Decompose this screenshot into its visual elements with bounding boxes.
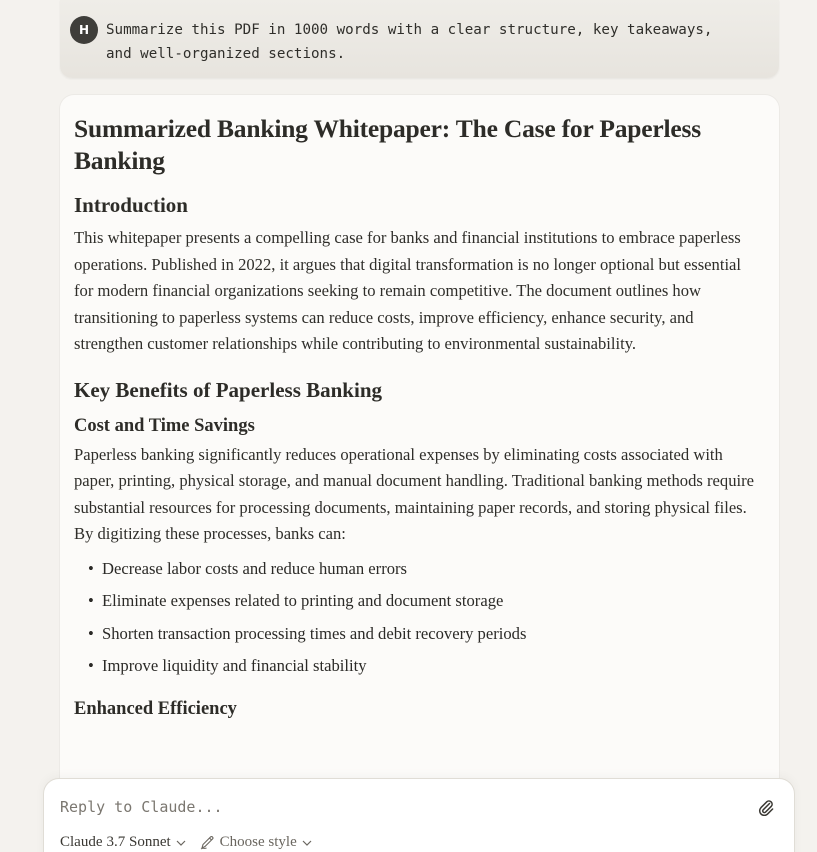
- list-item: • Decrease labor costs and reduce human errors: [88, 558, 764, 580]
- list-item: • Improve liquidity and financial stability: [88, 655, 764, 677]
- model-version: 3.7 Sonnet: [106, 833, 171, 850]
- attach-button[interactable]: [756, 796, 776, 818]
- user-message-text: Summarize this PDF in 1000 words with a clear structure, key takeaways, and well-organized sections.: [106, 22, 713, 62]
- benefits-heading: Key Benefits of Paperless Banking: [74, 377, 382, 402]
- style-selector[interactable]: [200, 834, 312, 851]
- cost-heading: Cost and Time Savings: [74, 415, 255, 436]
- paperclip-icon: [758, 798, 774, 816]
- response-title: Summarized Banking Whitepaper: The Case for Paperless Banking: [74, 114, 701, 175]
- chevron-down-icon: [176, 840, 186, 846]
- cost-bullet-list: [74, 558, 764, 678]
- efficiency-heading: Enhanced Efficiency: [74, 699, 237, 719]
- chevron-down-icon: [302, 840, 312, 846]
- model-selector[interactable]: [60, 834, 186, 851]
- style-label: Choose style: [219, 833, 297, 850]
- intro-paragraph: This whitepaper presents a compelling case for banks and financial institutions to embrace paperless operations. Published in 2022, it argues that digital transformation is no longer optional but essential for modern financial organizations seeking to remain competitive. The document outlines how transitioning to paperless systems can reduce costs, improve efficiency, enhance security, and strengthen customer relationships while contributing to environmental sustainability.: [74, 228, 742, 353]
- list-item: • Eliminate expenses related to printing and document storage: [88, 590, 764, 612]
- composer-toolbar: [60, 831, 312, 852]
- assistant-response: [60, 95, 779, 795]
- pen-icon: [200, 835, 215, 850]
- user-avatar[interactable]: H: [70, 16, 98, 44]
- intro-heading: Introduction: [74, 193, 188, 217]
- user-message: [60, 0, 779, 78]
- model-name: Claude: [60, 833, 103, 850]
- list-item: • Shorten transaction processing times and debit recovery periods: [88, 623, 764, 645]
- cost-paragraph: Paperless banking significantly reduces operational expenses by eliminating costs associated with paper, printing, physical storage, and manual document handling. Traditional banking methods require substantial resources for processing documents, maintaining paper records, and storing physical files. By digitizing these processes, banks can:: [74, 444, 754, 543]
- reply-composer: [43, 778, 795, 852]
- reply-input[interactable]: [60, 795, 740, 819]
